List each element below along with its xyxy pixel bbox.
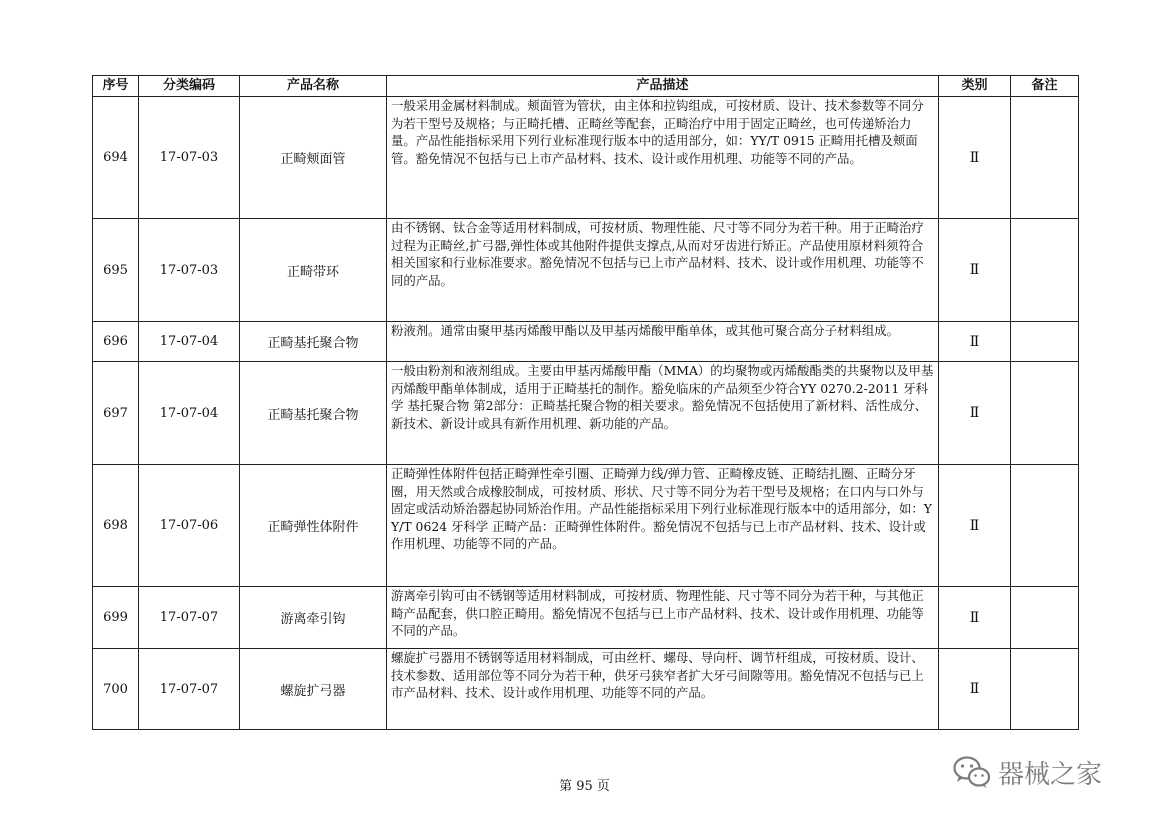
cell-notes	[1011, 362, 1079, 465]
cell-name: 游离牵引钩	[240, 587, 387, 649]
cell-desc: 游离牵引钩可由不锈钢等适用材料制成，可按材质、物理性能、尺寸等不同分为若干种，与其他正畸产品配套，供口腔正畸用。豁免情况不包括与已上市产品材料、技术、设计或作用机理、功能等不同的产品。	[387, 587, 939, 649]
cell-code: 17-07-03	[139, 97, 240, 219]
cell-name: 正畸带环	[240, 219, 387, 322]
cell-desc: 螺旋扩弓器用不锈钢等适用材料制成，可由丝杆、螺母、导向杆、调节杆组成，可按材质、设计、技术参数、适用部位等不同分为若干种，供牙弓狭窄者扩大牙弓间隙等用。豁免情况不包括与已上市产品材料、技术、设计或作用机理、功能等不同的产品。	[387, 649, 939, 730]
cell-seq: 700	[93, 649, 139, 730]
cell-desc: 一般由粉剂和液剂组成。主要由甲基丙烯酸甲酯（MMA）的均聚物或丙烯酸酯类的共聚物以及甲基丙烯酸甲酯单体制成，适用于正畸基托的制作。豁免临床的产品须至少符合YY 0270.2-2011 牙科学 基托聚合物 第2部分：正畸基托聚合物的相关要求。豁免情况不包括使用了新材料、活性成分、新技术、新设计或具有新作用机理、新功能的产品。	[387, 362, 939, 465]
cell-seq: 699	[93, 587, 139, 649]
cell-seq: 696	[93, 322, 139, 362]
cell-code: 17-07-07	[139, 649, 240, 730]
product-table	[92, 75, 1079, 730]
table-row	[93, 587, 1079, 649]
cell-seq: 698	[93, 465, 139, 587]
cell-name: 正畸颊面管	[240, 97, 387, 219]
cell-seq: 694	[93, 97, 139, 219]
cell-category: Ⅱ	[939, 465, 1011, 587]
table-row	[93, 465, 1079, 587]
cell-notes	[1011, 219, 1079, 322]
cell-code: 17-07-03	[139, 219, 240, 322]
watermark	[952, 752, 1102, 792]
cell-notes	[1011, 465, 1079, 587]
cell-name: 正畸弹性体附件	[240, 465, 387, 587]
wechat-icon	[952, 755, 992, 789]
cell-notes	[1011, 587, 1079, 649]
table-header-row	[93, 76, 1079, 97]
cell-category: Ⅱ	[939, 649, 1011, 730]
cell-category: Ⅱ	[939, 219, 1011, 322]
cell-notes	[1011, 649, 1079, 730]
table-row	[93, 649, 1079, 730]
cell-category: Ⅱ	[939, 587, 1011, 649]
cell-name: 正畸基托聚合物	[240, 362, 387, 465]
cell-category: Ⅱ	[939, 97, 1011, 219]
table-row	[93, 97, 1079, 219]
cell-desc: 由不锈钢、钛合金等适用材料制成，可按材质、物理性能、尺寸等不同分为若干种。用于正畸治疗过程为正畸丝,扩弓器,弹性体或其他附件提供支撑点,从而对牙齿进行矫正。产品使用原材料须符合相关国家和行业标准要求。豁免情况不包括与已上市产品材料、技术、设计或作用机理、功能等不同的产品。	[387, 219, 939, 322]
page-number: 第 95 页	[559, 779, 610, 794]
header-code: 分类编码	[139, 76, 240, 97]
cell-seq: 697	[93, 362, 139, 465]
header-notes: 备注	[1011, 76, 1079, 97]
cell-category: Ⅱ	[939, 322, 1011, 362]
cell-code: 17-07-04	[139, 362, 240, 465]
watermark-text: 器械之家	[998, 759, 1103, 790]
table-row	[93, 322, 1079, 362]
cell-name: 螺旋扩弓器	[240, 649, 387, 730]
cell-code: 17-07-07	[139, 587, 240, 649]
cell-category: Ⅱ	[939, 362, 1011, 465]
cell-name: 正畸基托聚合物	[240, 322, 387, 362]
cell-notes	[1011, 322, 1079, 362]
cell-notes	[1011, 97, 1079, 219]
cell-desc: 正畸弹性体附件包括正畸弹性牵引圈、正畸弹力线/弹力管、正畸橡皮链、正畸结扎圈、正畸分牙圈，用天然或合成橡胶制成，可按材质、形状、尺寸等不同分为若干型号及规格；在口内与口外与固定或活动矫治器起协同矫治作用。产品性能指标采用下列行业标准现行版本中的适用部分，如：YY/T 0624 牙科学 正畸产品：正畸弹性体附件。豁免情况不包括与已上市产品材料、技术、设计或作用机理、功能等不同的产品。	[387, 465, 939, 587]
cell-code: 17-07-04	[139, 322, 240, 362]
table-row	[93, 362, 1079, 465]
header-name: 产品名称	[240, 76, 387, 97]
header-category: 类别	[939, 76, 1011, 97]
table-row	[93, 219, 1079, 322]
header-seq: 序号	[93, 76, 139, 97]
header-desc: 产品描述	[387, 76, 939, 97]
cell-desc: 一般采用金属材料制成。颊面管为管状，由主体和拉钩组成，可按材质、设计、技术参数等不同分为若干型号及规格；与正畸托槽、正畸丝等配套，正畸治疗中用于固定正畸丝，也可传递矫治力量。产品性能指标采用下列行业标准现行版本中的适用部分，如：YY/T 0915 正畸用托槽及颊面管。豁免情况不包括与已上市产品材料、技术、设计或作用机理、功能等不同的产品。	[387, 97, 939, 219]
cell-seq: 695	[93, 219, 139, 322]
cell-desc: 粉液剂。通常由聚甲基丙烯酸甲酯以及甲基丙烯酸甲酯单体，或其他可聚合高分子材料组成。	[387, 322, 939, 362]
cell-code: 17-07-06	[139, 465, 240, 587]
